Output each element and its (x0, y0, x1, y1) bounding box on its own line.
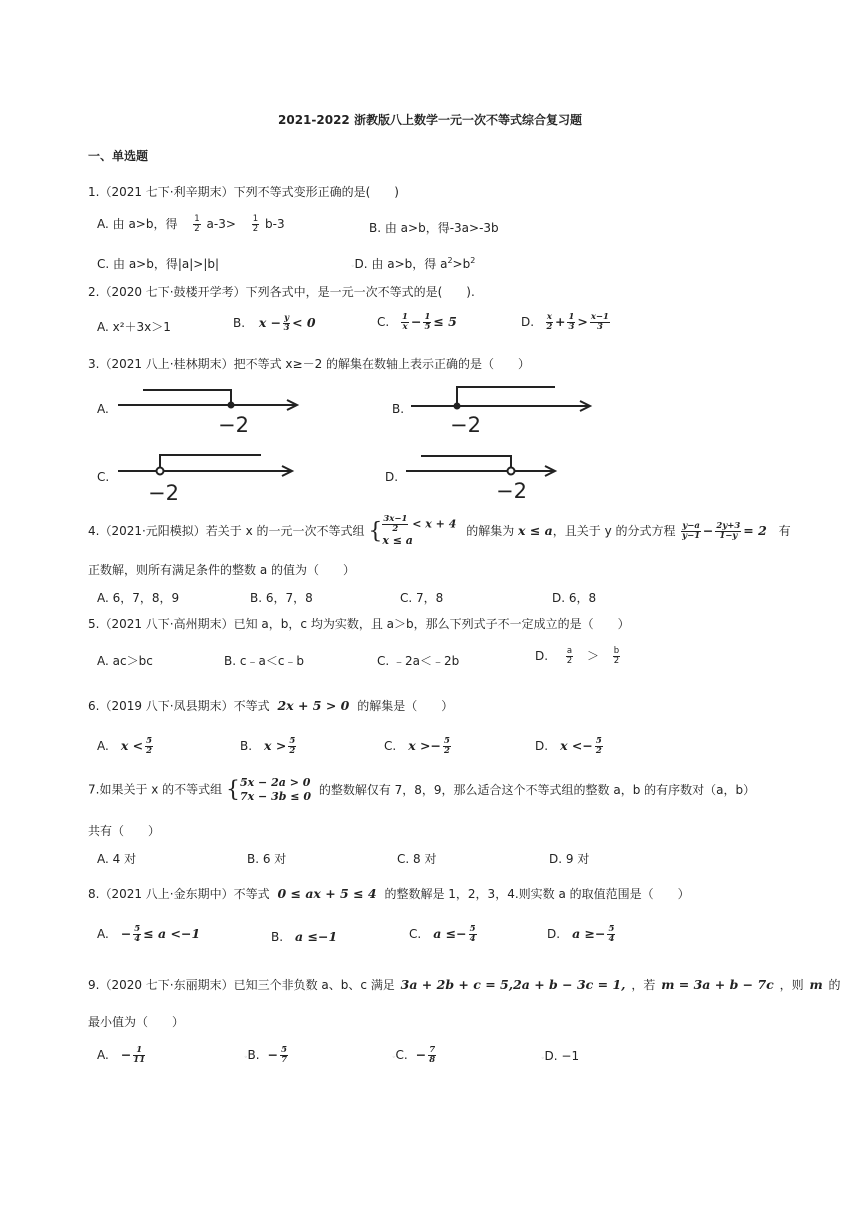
q5-option-d: D. $\frac{a}{2}$ ＞ $\frac{b}{2}$ (535, 646, 620, 666)
q3-numberline-d (403, 450, 593, 506)
q4-option-a: A. 6，7，8，9 (97, 591, 180, 605)
question-6-stem: 6.（2019 八下·凤县期末）不等式 2x + 5 > 0 的解集是（ ） (88, 698, 454, 713)
q3-label-b: −2 (450, 413, 481, 437)
question-9-stem-line2: 最小值为（ ） (88, 1015, 185, 1029)
question-7-stem-line2: 共有（ ） (88, 824, 161, 838)
question-9-stem: 9.（2020 七下·东丽期末）已知三个非负数 a、b、c 满足 3a + 2b + c = 5,2a + b − 3c = 1, ，若 m = 3a + b − 7c ，则 m 的 (88, 977, 841, 992)
page-title: 2021-2022 浙教版八上数学一元一次不等式综合复习题 (278, 113, 582, 127)
q7-option-c: C. 8 对 (397, 852, 437, 866)
q3-option-c: C. (97, 470, 110, 484)
q3-option-d: D. (385, 470, 399, 484)
q8-option-b: B. a ≤−1 (271, 929, 338, 944)
q7-option-b: B. 6 对 (247, 852, 287, 866)
section-heading: 一、单选题 (88, 149, 149, 163)
q3-numberline-a (115, 382, 305, 438)
question-4-stem: 4.（2021·元阳模拟）若关于 x 的一元一次不等式组 { $\frac{3x-1}{2}$ < x + 4 x ≤ a 的解集为 x ≤ a，且关于 y 的分式方程 $\frac{y-a}{y-1}$ − $\frac{2y+3}{1-y}$ = 2 有 (88, 514, 791, 547)
q6-option-d: D. x <− $\frac{5}{2}$ (535, 736, 602, 756)
q5-option-a: A. ac＞bc (97, 654, 153, 668)
q9-option-d: ◦D. −1 (541, 1049, 580, 1063)
q2-option-d: D. $\frac{x}{2}$ + $\frac{1}{3}$ > $\frac{x-1}{3}$ (521, 312, 609, 332)
q6-option-b: B. x > $\frac{5}{2}$ (240, 736, 296, 756)
q1-option-b: B. 由 a>b，得-3a>-3b (369, 221, 499, 235)
q3-numberline-b (408, 382, 598, 438)
question-2-stem: 2.（2020 七下·鼓楼开学考）下列各式中，是一元一次不等式的是( ). (88, 285, 475, 299)
q7-option-a: A. 4 对 (97, 852, 137, 866)
q1-option-a: A. 由 a>b，得 $\frac{1}{2}$ a-3> $\frac{1}{2}$ b-3 (97, 214, 285, 234)
q3-label-d: −2 (496, 479, 527, 503)
q5-option-c: C. ﹣2a＜﹣2b (377, 654, 460, 668)
q4-option-d: D. 6，8 (552, 591, 597, 605)
q7-option-d: D. 9 对 (549, 852, 590, 866)
q8-option-d: D. a ≥− $\frac{5}{4}$ (547, 924, 615, 944)
q5-option-b: B. c﹣a＜c﹣b (224, 654, 305, 668)
question-5-stem: 5.（2021 八下·高州期末）已知 a，b，c 均为实数，且 a＞b，那么下列式子不一定成立的是（ ） (88, 617, 630, 631)
q2-option-b: B. x − $\frac{y}{3}$ < 0 (233, 313, 316, 333)
question-3-stem: 3.（2021 八上·桂林期末）把不等式 x≥－2 的解集在数轴上表示正确的是（ ） (88, 357, 531, 371)
q3-label-a: −2 (218, 413, 249, 437)
q6-option-c: C. x >− $\frac{5}{2}$ (384, 736, 450, 756)
q9-option-a: A. − $\frac{1}{11}$ (97, 1045, 146, 1065)
q9-option-b: ◦B. − $\frac{5}{7}$ (244, 1045, 287, 1065)
q1-option-c: C. 由 a>b，得|a|>|b| (97, 257, 220, 271)
q3-option-a: A. (97, 402, 109, 416)
q8-option-c: C. a ≤− $\frac{5}{4}$ (409, 924, 476, 944)
q3-label-c: −2 (148, 481, 179, 505)
question-4-stem-line2: 正数解，则所有满足条件的整数 a 的值为（ ） (88, 563, 355, 577)
q1-option-d: ◦D. 由 a>b，得 $a^2>b^2$ (351, 256, 476, 271)
question-8-stem: 8.（2021 八上·金东期中）不等式 0 ≤ ax + 5 ≤ 4 的整数解是 1，2，3，4.则实数 a 的取值范围是（ ） (88, 886, 690, 901)
q2-option-c: C. $\frac{1}{x}$ − $\frac{1}{5}$ ≤ 5 (377, 312, 457, 332)
question-1-stem: 1.（2021 七下·利辛期末）下列不等式变形正确的是( ) (88, 185, 399, 199)
question-7-stem: 7.如果关于 x 的不等式组 {5x − 2a > 0 7x − 3b ≤ 0 的整数解仅有 7，8，9，那么适合这个不等式组的整数 a，b 的有序数对（a，b） (88, 776, 756, 803)
q4-option-b: B. 6，7，8 (250, 591, 313, 605)
q3-option-b: B. (392, 402, 405, 416)
q2-option-a: A. x²＋3x＞1 (97, 320, 171, 334)
q6-option-a: A. x < $\frac{5}{2}$ (97, 736, 153, 756)
q8-option-a: A. − $\frac{5}{4}$ ≤ a <−1 (97, 924, 201, 944)
q3-numberline-c (115, 450, 305, 506)
q4-option-c: C. 7，8 (400, 591, 444, 605)
q9-option-c: ◦C. − $\frac{7}{8}$ (392, 1045, 436, 1065)
